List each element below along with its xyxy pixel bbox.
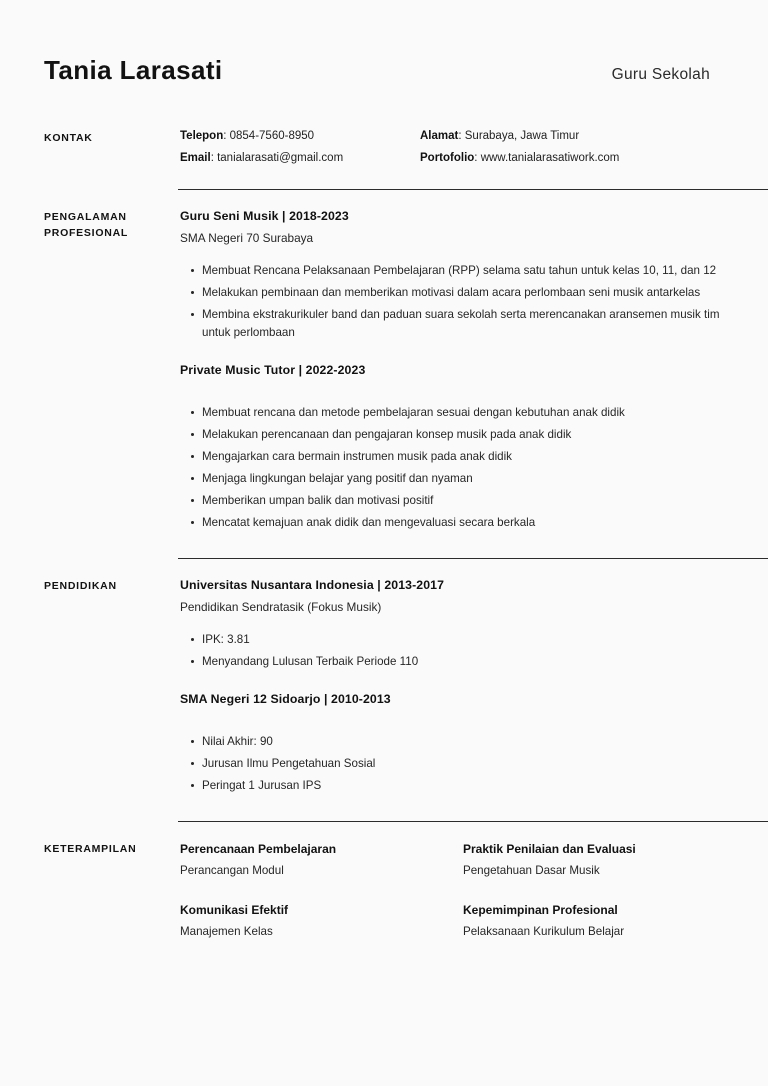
skills-column-left [180,840,463,941]
skill-title: Komunikasi Efektif [180,903,289,918]
section-pengalaman-profesional [0,190,768,536]
contact-email-value: tanialarasati@gmail.com [217,152,344,165]
list-item: Melakukan perencanaan dan pengajaran konsep musik pada anak didik [180,426,746,444]
contact-column-left [180,129,420,167]
list-item: Membina ekstrakurikuler band dan paduan suara sekolah serta merencanakan aransemen musik tim untuk perlombaan [180,306,746,342]
skill-subtitle: Pelaksanaan Kurikulum Belajar [463,925,625,939]
list-item: Membuat rencana dan metode pembelajaran sesuai dengan kebutuhan anak didik [180,404,746,422]
list-item: Memberikan umpan balik dan motivasi positif [180,492,746,510]
skill-block [180,901,463,940]
experience-entry-title: Private Music Tutor | 2022-2023 [180,363,366,378]
experience-entry [180,208,746,342]
section-label-pengalaman [44,208,180,536]
skill-subtitle: Perancangan Modul [180,863,284,877]
contact-column-right [420,129,746,167]
experience-entry-title: Guru Seni Musik | 2018-2023 [180,208,349,223]
contact-email-sep: : [210,152,218,165]
list-item: Mencatat kemajuan anak didik dan mengevaluasi secara berkala [180,514,746,532]
experience-entry-subtitle: SMA Negeri 70 Surabaya [180,231,314,246]
section-label-pendidikan: PENDIDIKAN [44,579,117,592]
list-item: Jurusan Ilmu Pengetahuan Sosial [180,755,746,773]
contact-alamat-sep: : [458,129,465,142]
contact-body [180,129,746,167]
section-label-kontak: KONTAK [44,131,93,144]
spacer-before-experience-rule [0,167,768,189]
skill-block [463,840,746,879]
skill-title: Kepemimpinan Profesional [463,903,618,918]
section-kontak [0,85,768,167]
contact-grid [180,129,746,167]
skill-title: Praktik Penilaian dan Evaluasi [463,841,636,856]
experience-entry-bullets [180,262,746,342]
contact-telepon-sep: : [223,129,230,142]
contact-email [180,151,420,167]
skill-block [463,901,746,940]
contact-portofolio [420,151,746,167]
job-role-title: Guru Sekolah [611,66,710,83]
education-entry [180,577,746,671]
education-entry-bullets [180,733,746,795]
page-title: Tania Larasati [44,55,223,85]
contact-alamat [420,129,746,145]
list-item: IPK: 3.81 [180,631,746,649]
contact-email-key: Email [180,152,211,165]
contact-portofolio-key: Portofolio [420,152,475,165]
education-entry-title: SMA Negeri 12 Sidoarjo | 2010-2013 [180,692,391,707]
spacer-before-education-rule [0,536,768,558]
list-item: Mengajarkan cara bermain instrumen musik pada anak didik [180,448,746,466]
experience-entry [180,362,746,532]
contact-portofolio-sep: : [474,152,481,165]
spacer-before-skills-rule [0,799,768,821]
skills-body [180,840,746,941]
contact-telepon-value: 0854-7560-8950 [229,129,315,142]
contact-alamat-key: Alamat [420,129,459,142]
list-item: Membuat Rencana Pelaksanaan Pembelajaran (RPP) selama satu tahun untuk kelas 10, 11, dan 12 [180,262,746,280]
education-entry-subtitle: Pendidikan Sendratasik (Fokus Musik) [180,600,382,615]
education-entry-title: Universitas Nusantara Indonesia | 2013-2017 [180,577,445,592]
section-label-pengalaman-line2: PROFESIONAL [44,226,129,239]
contact-telepon-key: Telepon [180,129,224,142]
experience-body [180,208,746,536]
skills-column-right [463,840,746,941]
resume-header [0,0,768,85]
contact-portofolio-value: www.tanialarasatiwork.com [480,152,620,165]
skill-title: Perencanaan Pembelajaran [180,841,337,856]
section-label-keterampilan: KETERAMPILAN [44,842,137,855]
list-item: Menyandang Lulusan Terbaik Periode 110 [180,653,746,671]
education-body [180,577,746,799]
contact-alamat-value: Surabaya, Jawa Timur [464,129,580,142]
contact-telepon [180,129,420,145]
list-item: Menjaga lingkungan belajar yang positif dan nyaman [180,470,746,488]
skill-block [180,840,463,879]
skill-subtitle: Pengetahuan Dasar Musik [463,863,600,877]
education-entry [180,691,746,795]
list-item: Melakukan pembinaan dan memberikan motivasi dalam acara perlombaan seni musik antarkelas [180,284,746,302]
experience-entry-bullets [180,404,746,532]
skills-grid [180,840,746,941]
skill-subtitle: Manajemen Kelas [180,925,273,939]
section-label-pengalaman-line1: PENGALAMAN [44,210,127,223]
section-keterampilan [0,822,768,971]
section-pendidikan [0,559,768,799]
education-entry-bullets [180,631,746,671]
list-item: Peringat 1 Jurusan IPS [180,777,746,795]
list-item: Nilai Akhir: 90 [180,733,746,751]
